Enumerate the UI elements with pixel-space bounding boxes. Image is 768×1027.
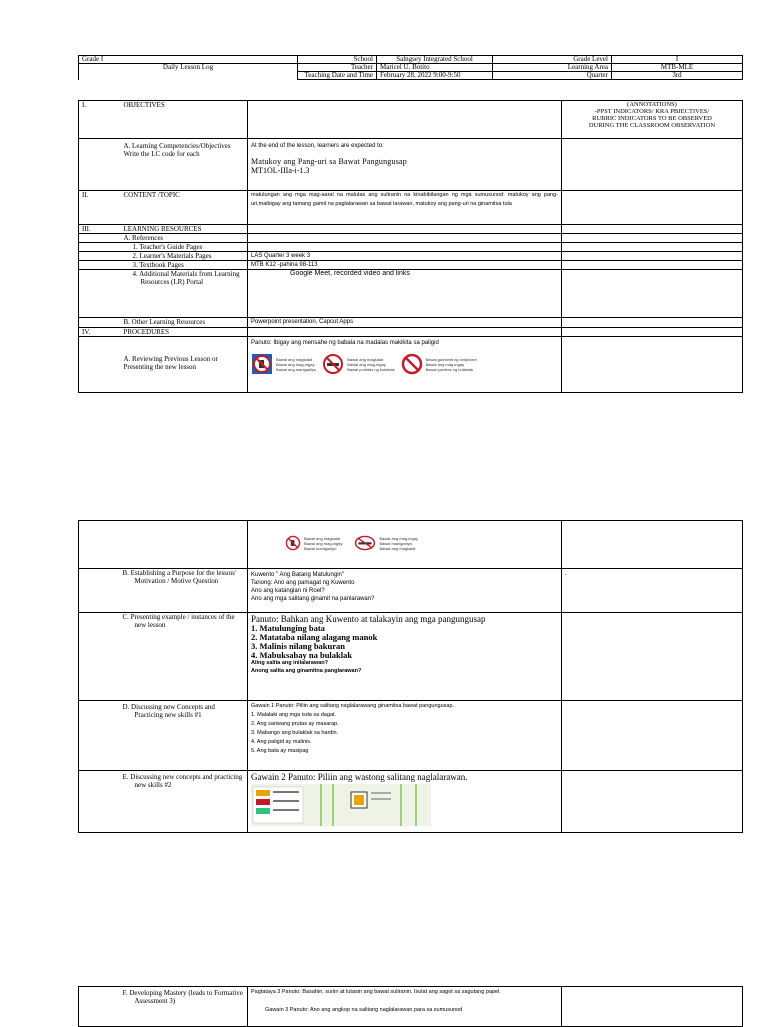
no-smoking-icon (354, 535, 376, 551)
purpose-line: Ano ang katangian ni Roel? (251, 588, 325, 594)
objectives-num: I. (79, 101, 121, 139)
content-text: matulungan ang mga mag-aaral na malutas ang suliranin na kinabibilangan ng mga sumusunod: matukoy ang pang-uri,maibigay ang tamang gamit na paglalarawan sa bawat larawan, matukoy ang pang-uri na ginamitsa tula (248, 191, 562, 225)
sign-text: Bawal ang magkalat (379, 545, 416, 551)
examples-item: 2. Matataba nilang alagang manok (251, 632, 378, 642)
header-table (78, 55, 743, 80)
textbook-label: 3. Textbook Pages (121, 261, 248, 270)
date-label: Teaching Date and Time (298, 72, 377, 80)
annotations-line3: RUBRIC INDICATORS TO BE OBSERVED (592, 115, 712, 122)
textbook-value: MTB K12 -pahina 98-113 (248, 261, 562, 270)
competencies-code: MT1OL-IIIa-i-1.3 (251, 166, 310, 175)
examples-label: C. Presenting example / instances of the new lesson (121, 613, 248, 701)
mastery-text: Pagtataya 3 Panuto: Basahin, suriin at lutasin ang bawat suliranin. Isulat ang sagot sa sagutang papel. (251, 989, 501, 995)
purpose-text (248, 569, 562, 613)
prohibition-icon (401, 353, 423, 375)
purpose-line: Tanong: Ano ang pamagat ng Kuwento (251, 580, 355, 586)
sign-text: Bawal ang mag-ingay (347, 361, 386, 367)
examples-item: 1. Matulunging bata (251, 623, 325, 633)
warning-signs-strip (251, 353, 558, 375)
grade-level-label: Grade Level (493, 56, 612, 64)
school-label: School (298, 56, 377, 64)
discussing1-item: 4. Ang paligid ay malinis. (251, 739, 312, 745)
teacher-label: Teacher (298, 64, 377, 72)
date-value: February 28, 2022 9:00-9:50 (377, 72, 493, 80)
lesson-table-page2 (78, 520, 743, 833)
examples-question: Anong salita ang ginamitna panglarawan? (251, 668, 362, 674)
mastery-cut: Gawain 3 Panuto: Ano ang angkop na salitang naglalarawan para sa sumusunod (265, 1007, 463, 1013)
lesson-table-page1 (78, 100, 743, 393)
discussing1-item: 5. Ang bata ay masipag (251, 748, 309, 754)
learning-area-label: Learning Area (493, 64, 612, 72)
other-resources-label: B. Other Learning Resources (121, 318, 248, 328)
grade-label: Grade I (79, 56, 173, 64)
procedures-label: PROCEDURES (121, 328, 248, 337)
discussing1-title: Gawain 1 Panuto: Piliin ang salitang naglalarawang ginamitsa bawat pangungusap. (251, 703, 455, 709)
purpose-line: Ano ang mga salitang ginamit na panlarawan? (251, 596, 375, 602)
discussing2-label: E. Discussing new concepts and practicing new skills #2 (121, 771, 248, 833)
purpose-label: B. Establishing a Purpose for the lesson/ Motivation / Motive Question (121, 569, 248, 613)
sign-text: Bawal pumitas ng bulaklak (425, 366, 473, 372)
sign-text: Bawal manigarilyo (379, 540, 412, 546)
teacher-value: Maricel U. Botito (377, 64, 493, 72)
examples-title: Panuto: Bahkan ang Kuwento at talakayin ang mga pangungusap (251, 614, 486, 624)
sign-text: Bawal ang mag-ingay (425, 361, 465, 367)
procedures-num: IV. (79, 328, 121, 337)
sign-text: Bawal gumamit ng cellphone (425, 356, 477, 362)
competencies-title: Matukoy ang Pang-uri sa Bawat Pangungusap (251, 157, 407, 166)
examples-question: Aling salita ang inilalarawan? (251, 660, 329, 666)
sign-item (251, 353, 316, 375)
annotations-line2: -PPST INDICATORS/ KRA PBJECTIVES/ (594, 108, 710, 115)
no-littering-icon (285, 535, 301, 551)
quarter-value: 3rd (612, 72, 743, 80)
mastery-label: F. Developing Mastery (leads to Formative Assessment 3) (121, 987, 248, 1027)
other-resources-value: Powerpoint presentation, Capcut Apps (248, 318, 562, 328)
objectives-label: OBJECTIVES (121, 101, 248, 139)
quarter-label: Quarter (493, 72, 612, 80)
sign-text: Bawal ang mag-ingay (304, 540, 343, 546)
sign-text: Bawal ang mag-ingay (276, 361, 315, 367)
additional-label: 4. Additional Materials from Learning Resources (LR) Portal (121, 270, 248, 318)
sign-item (285, 535, 342, 551)
sign-item (401, 353, 477, 375)
discussing1-item: 1. Malalaki ang mga isda sa dagat. (251, 712, 336, 718)
annotations-line4: DURING THE CLASSROOM OBSERVATION (588, 122, 716, 129)
examples-item: 4. Mabuksabay na bulaklak (251, 650, 353, 660)
examples-item: 3. Malinis nilang bakuran (251, 641, 346, 651)
grade-level-value: I (612, 56, 743, 64)
competencies-intro: At the end of the lesson, learners are expected to: (251, 143, 384, 149)
purpose-line: Kuwento " Ang Batang Matulungin" (251, 572, 344, 578)
reviewing-instruction: Panuto: Ibigay ang mensahe ng babala na madalas makikita sa paligid (251, 340, 439, 346)
sign-text: Bawal ang magkalat (347, 356, 384, 362)
resources-num: III. (79, 225, 121, 234)
reviewing-label: A. Reviewing Previous Lesson or Presenting the new lesson (121, 337, 248, 393)
activity-worksheet-icon (251, 784, 431, 826)
sign-text: Bawal ang magkalat (304, 535, 341, 541)
discussing2-title: Gawain 2 Panuto: Piliin ang wastong salitang naglalarawan. (251, 772, 468, 782)
discussing1-label: D. Discussing new Concepts and Practicing new skills #1 (121, 701, 248, 771)
additional-value: Google Meet, recorded video and links (248, 270, 562, 318)
discussing1-item: 2. Ang sariwang prutas ay masarap. (251, 721, 339, 727)
sign-text: Bawal pumitas ng bulaklak (347, 366, 395, 372)
sign-text: Bawal manigarilyo (304, 545, 337, 551)
teachers-guide-label: 1. Teacher's Guide Pages (121, 243, 248, 252)
sign-text: Bawal ang magkalat (276, 356, 313, 362)
competencies-label: A. Learning Competencies/Objectives Write the LC code for each (121, 139, 248, 191)
learners-materials-label: 2. Learner's Materials Pages (121, 252, 248, 261)
warning-signs-strip-2 (285, 535, 558, 551)
learning-area-value: MTB-MLE (612, 64, 743, 72)
content-num: II. (79, 191, 121, 225)
annotations-header (562, 101, 743, 139)
no-smoking-icon (322, 353, 344, 375)
discussing1-item: 3. Mabango ang bulaklak sa hardin. (251, 730, 339, 736)
annotations-line1: (ANNOTATIONS) (627, 101, 677, 108)
learners-materials-value: LAS Quarter 3 week 3 (248, 252, 562, 261)
lesson-table-page3 (78, 986, 743, 1027)
sign-item (322, 353, 394, 375)
no-littering-icon (251, 353, 273, 375)
sign-text: Bawal ang mag-ingay (379, 535, 418, 541)
purpose-note: . (562, 569, 743, 613)
sign-text: Bawal ang manigarilyo (276, 366, 317, 372)
doc-title: Daily Lesson Log (79, 64, 298, 80)
sign-item (354, 535, 417, 551)
references-label: A. References (121, 234, 248, 243)
resources-label: LEARNING RESOURCES (121, 225, 248, 234)
activity2-image (251, 784, 431, 826)
school-value: Salngsey Integrated School (377, 56, 493, 64)
content-label: CONTENT /TOPIC (121, 191, 248, 225)
